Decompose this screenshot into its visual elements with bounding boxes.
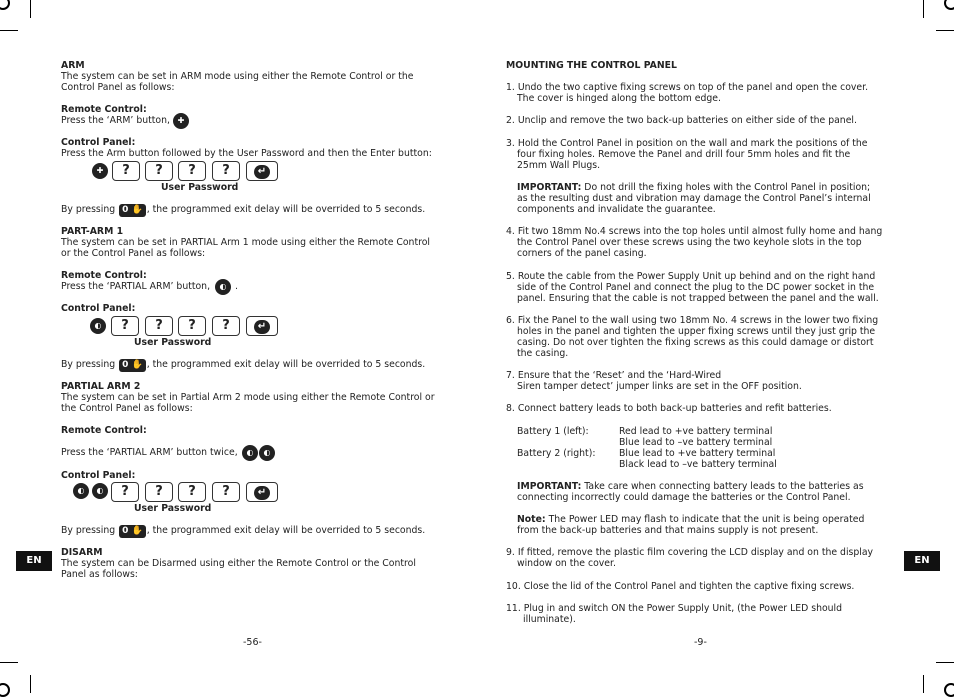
step-text: 6. Fix the Panel to the wall using two 18mm No. 4 screws in the lower two fixing bbox=[506, 315, 879, 326]
arm-button-icon: ✚ bbox=[173, 113, 189, 129]
arm-heading: ARM bbox=[61, 60, 85, 71]
important-note: connecting incorrectly could damage the batteries or the Control Panel. bbox=[517, 492, 851, 503]
password-key: ? bbox=[112, 161, 140, 181]
password-key: ? bbox=[178, 316, 206, 336]
remote-control-label: Remote Control: bbox=[61, 104, 147, 115]
page-number: -9- bbox=[694, 637, 707, 648]
partial-arm-button-icon: ◐ bbox=[215, 279, 231, 295]
part-arm-text: or the Control Panel as follows: bbox=[61, 248, 206, 259]
part2-rc-text: Press the ‘PARTIAL ARM’ button twice, bbox=[61, 447, 238, 458]
partial-arm-button-icon: ◐ bbox=[73, 483, 89, 499]
right-page bbox=[477, 0, 954, 693]
password-key: ? bbox=[212, 316, 240, 336]
arm-text: The system can be set in ARM mode using either the Remote Control or the bbox=[61, 71, 414, 82]
battery-label: Battery 1 (left): bbox=[517, 426, 589, 437]
partial-arm-2-heading: PARTIAL ARM 2 bbox=[61, 381, 141, 392]
step-text: 1. Undo the two captive fixing screws on top of the panel and open the cover. bbox=[506, 82, 869, 93]
step-text: 3. Hold the Control Panel in position on the wall and mark the positions of the bbox=[506, 138, 868, 149]
password-key: ? bbox=[111, 316, 139, 336]
step-text: 8. Connect battery leads to both back-up batteries and refit batteries. bbox=[506, 403, 832, 414]
step-text: Siren tamper detect’ jumper links are set in the OFF position. bbox=[517, 381, 802, 392]
override-note: By pressing 0 ✋ , the programmed exit delay will be overrided to 5 seconds. bbox=[61, 525, 426, 536]
language-tab: EN bbox=[904, 551, 940, 571]
password-key: ? bbox=[178, 161, 206, 181]
arm-button-icon: ✚ bbox=[92, 163, 108, 179]
step-text: 9. If fitted, remove the plastic film covering the LCD display and on the display bbox=[506, 547, 874, 558]
arm-rc-text: Press the ‘ARM’ button, bbox=[61, 115, 170, 126]
remote-control-label: Remote Control: bbox=[61, 270, 147, 281]
step-text: 7. Ensure that the ‘Reset’ and the ‘Hard-Wired bbox=[506, 370, 722, 381]
remote-control-label: Remote Control: bbox=[61, 425, 147, 436]
step-text: four fixing holes. Remove the Panel and drill four 5mm holes and fit the bbox=[517, 149, 851, 160]
password-key: ? bbox=[178, 482, 206, 502]
step-text: corners of the panel casing. bbox=[517, 248, 647, 259]
page-number: -56- bbox=[243, 637, 262, 648]
battery-lead: Blue lead to +ve battery terminal bbox=[619, 448, 776, 459]
control-panel-label: Control Panel: bbox=[61, 303, 136, 314]
step-text: the casing. bbox=[517, 348, 569, 359]
step-text: holes in the panel and tighten the upper fixing screws until they just grip the bbox=[517, 326, 876, 337]
part-arm-text: The system can be set in PARTIAL Arm 1 mode using either the Remote Control bbox=[61, 237, 430, 248]
step-text: 2. Unclip and remove the two back-up batteries on either side of the panel. bbox=[506, 115, 857, 126]
disarm-text: Panel as follows: bbox=[61, 569, 138, 580]
password-key: ? bbox=[212, 482, 240, 502]
battery-lead: Red lead to +ve battery terminal bbox=[619, 426, 773, 437]
override-note: By pressing 0 ✋ , the programmed exit delay will be overrided to 5 seconds. bbox=[61, 204, 426, 215]
step-text: window on the cover. bbox=[517, 558, 616, 569]
important-note: components and invalidate the guarantee. bbox=[517, 204, 716, 215]
password-key: ? bbox=[111, 482, 139, 502]
user-password-label: User Password bbox=[161, 182, 239, 193]
partial-arm-2-text: the Control Panel as follows: bbox=[61, 403, 193, 414]
step-text: illuminate). bbox=[523, 614, 576, 625]
enter-key-icon: ↵ bbox=[246, 482, 278, 502]
note: from the back-up batteries and that mains supply is not present. bbox=[517, 525, 819, 536]
important-note: as the resulting dust and vibration may damage the Control Panel’s internal bbox=[517, 193, 871, 204]
important-note: IMPORTANT: Take care when connecting battery leads to the batteries as bbox=[517, 481, 864, 492]
zero-key-icon: 0 ✋ bbox=[119, 204, 146, 217]
arm-text: Control Panel as follows: bbox=[61, 82, 175, 93]
battery-lead: Black lead to –ve battery terminal bbox=[619, 459, 777, 470]
step-text: The cover is hinged along the bottom edge. bbox=[517, 93, 721, 104]
partial-arm-2-text: The system can be set in Partial Arm 2 mode using either the Remote Control or bbox=[61, 392, 435, 403]
arm-cp-text: Press the Arm button followed by the User Password and then the Enter button: bbox=[61, 148, 432, 159]
step-text: 4. Fit two 18mm No.4 screws into the top holes until almost fully home and hang bbox=[506, 226, 883, 237]
punct: . bbox=[235, 281, 238, 292]
user-password-label: User Password bbox=[134, 503, 212, 514]
part-rc-text: Press the ‘PARTIAL ARM’ button, bbox=[61, 281, 211, 292]
battery-lead: Blue lead to –ve battery terminal bbox=[619, 437, 773, 448]
step-text: side of the Control Panel and connect the plug to the DC power socket in the bbox=[517, 282, 875, 293]
user-password-label: User Password bbox=[134, 337, 212, 348]
enter-key-icon: ↵ bbox=[246, 316, 278, 336]
step-text: 25mm Wall Plugs. bbox=[517, 160, 601, 171]
partial-arm-button-icon: ◐ bbox=[90, 318, 106, 334]
step-text: casing. Do not over tighten the fixing screws as this could damage or distort bbox=[517, 337, 874, 348]
language-tab: EN bbox=[16, 551, 52, 571]
password-key: ? bbox=[212, 161, 240, 181]
zero-key-icon: 0 ✋ bbox=[119, 525, 146, 538]
partial-arm-button-icon: ◐ bbox=[92, 483, 108, 499]
password-key: ? bbox=[145, 482, 173, 502]
control-panel-label: Control Panel: bbox=[61, 137, 136, 148]
control-panel-label: Control Panel: bbox=[61, 470, 136, 481]
step-text: the Control Panel over these screws using the two keyhole slots in the top bbox=[517, 237, 862, 248]
enter-key-icon: ↵ bbox=[246, 161, 278, 181]
battery-label: Battery 2 (right): bbox=[517, 448, 596, 459]
disarm-heading: DISARM bbox=[61, 547, 103, 558]
disarm-text: The system can be Disarmed using either the Remote Control or the Control bbox=[61, 558, 416, 569]
note: Note: The Power LED may flash to indicate that the unit is being operated bbox=[517, 514, 865, 525]
step-text: 5. Route the cable from the Power Supply Unit up behind and on the right hand bbox=[506, 271, 876, 282]
override-note: By pressing 0 ✋ , the programmed exit delay will be overrided to 5 seconds. bbox=[61, 359, 426, 370]
password-key: ? bbox=[145, 316, 173, 336]
important-note: IMPORTANT: Do not drill the fixing holes with the Control Panel in position; bbox=[517, 182, 871, 193]
step-text: panel. Ensuring that the cable is not trapped between the panel and the wall. bbox=[517, 293, 879, 304]
step-text: 11. Plug in and switch ON the Power Supply Unit, (the Power LED should bbox=[506, 603, 843, 614]
step-text: 10. Close the lid of the Control Panel and tighten the captive fixing screws. bbox=[506, 581, 855, 592]
part-arm-heading: PART-ARM 1 bbox=[61, 226, 124, 237]
zero-key-icon: 0 ✋ bbox=[119, 359, 146, 372]
partial-arm-button-icon: ◐ bbox=[259, 445, 275, 461]
section-heading: MOUNTING THE CONTROL PANEL bbox=[506, 60, 677, 71]
password-key: ? bbox=[145, 161, 173, 181]
partial-arm-button-icon: ◐ bbox=[242, 445, 258, 461]
left-page bbox=[0, 0, 477, 693]
